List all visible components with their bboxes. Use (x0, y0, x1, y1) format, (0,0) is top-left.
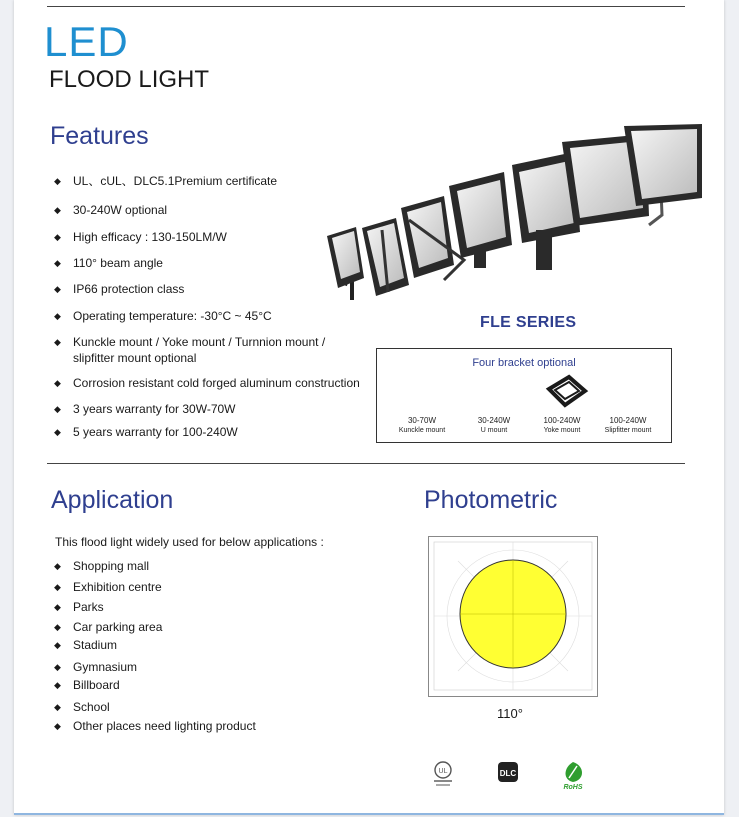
floodlight-240w (624, 124, 702, 206)
beam-angle-label: 110° (497, 706, 523, 721)
bracket-wattage: 30-240W (477, 416, 511, 425)
application-item: ◆ Car parking area (54, 620, 313, 635)
bracket-wattage: 30-70W (407, 416, 436, 425)
bracket-option-slipfitter (593, 416, 663, 434)
top-divider (47, 6, 685, 7)
svg-text:UL: UL (438, 768, 448, 775)
feature-item: ◆ 30-240W optional (54, 203, 373, 218)
bracket-title: Four bracket optional (472, 357, 576, 369)
application-item: ◆ Gymnasium (54, 660, 313, 675)
application-item: ◆ School (54, 700, 313, 715)
page-bottom-edge (14, 813, 724, 815)
feature-item: ◆ Kunckle mount / Yoke mount / Turnnion mount / (54, 335, 373, 350)
dlc-icon (496, 760, 520, 788)
bracket-icon (541, 373, 589, 413)
bracket-option-yoke (527, 416, 597, 434)
bracket-wattage: 100-240W (543, 416, 581, 425)
bracket-wattage: 100-240W (609, 416, 647, 425)
floodlight-50w (362, 218, 409, 296)
application-item: ◆ Other places need lighting product (54, 719, 333, 734)
ul-listed-icon (430, 760, 456, 788)
photometric-polar-chart (428, 536, 598, 697)
feature-item: ◆ 5 years warranty for 100-240W (54, 425, 373, 440)
application-item: ◆ Billboard (54, 678, 313, 693)
bracket-option-knuckle (387, 416, 457, 434)
bracket-mount: Yoke mount (543, 427, 581, 434)
middle-divider (47, 463, 685, 464)
feature-item: ◆ Operating temperature: -30°C ~ 45°C (54, 309, 373, 324)
svg-text:RoHS: RoHS (563, 784, 583, 790)
bracket-mount: Slipfitter mount (604, 427, 652, 434)
datasheet-page (14, 0, 724, 815)
bracket-mount: Kunckle mount (398, 427, 446, 434)
application-item: ◆ Exhibition centre (54, 580, 313, 595)
feature-item: ◆ IP66 protection class (54, 282, 373, 297)
feature-item-continued: slipfitter mount optional (73, 351, 197, 365)
feature-item: ◆ UL、cUL、DLC5.1Premium certificate (54, 174, 373, 189)
feature-item: ◆ 110° beam angle (54, 256, 373, 271)
bracket-option-u (459, 416, 529, 434)
bracket-mount: U mount (480, 427, 508, 434)
floodlight-30w (327, 227, 364, 300)
feature-item: ◆ High efficacy : 130-150LM/W (54, 230, 373, 245)
rohs-icon (557, 760, 589, 790)
product-lineup-image (324, 120, 704, 310)
application-heading: Application (51, 486, 174, 514)
application-item: ◆ Shopping mall (54, 559, 313, 574)
application-intro: This flood light widely used for below applications : (55, 535, 324, 549)
brand-title: LED (44, 18, 129, 65)
photometric-heading: Photometric (424, 486, 558, 514)
floodlight-100w (449, 172, 512, 268)
features-heading: Features (50, 122, 149, 150)
feature-item: ◆ 3 years warranty for 30W-70W (54, 402, 373, 417)
series-name: FLE SERIES (480, 314, 577, 331)
svg-text:DLC: DLC (499, 769, 517, 778)
bracket-options-box (376, 348, 672, 443)
application-item: ◆ Parks (54, 600, 313, 615)
application-item: ◆ Stadium (54, 638, 313, 653)
feature-item: ◆ Corrosion resistant cold forged aluminum construction (54, 376, 383, 391)
product-title: FLOOD LIGHT (49, 66, 210, 93)
